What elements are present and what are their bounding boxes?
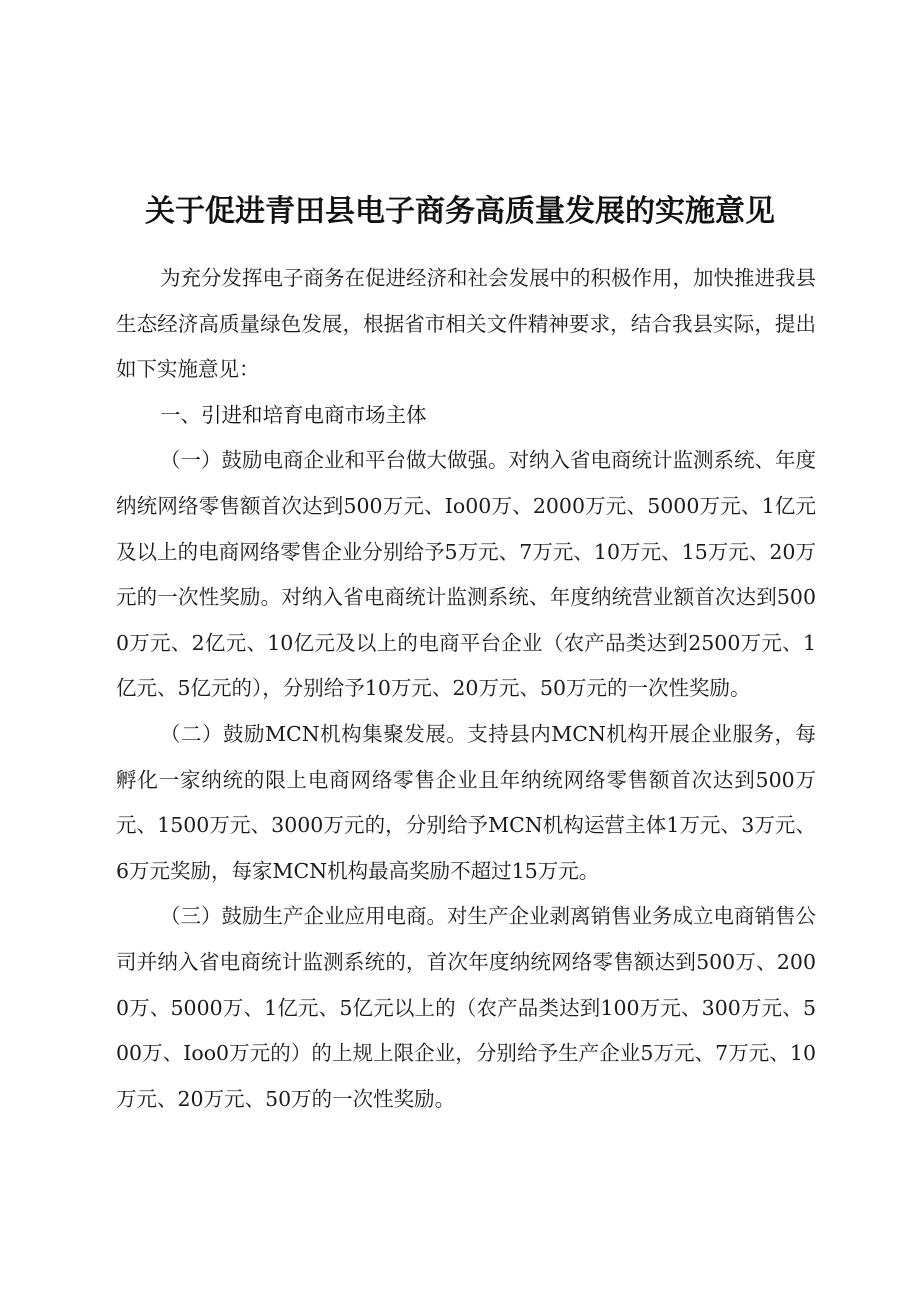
item-paragraph-1: （一）鼓励电商企业和平台做大做强。对纳入省电商统计监测系统、年度纳统网络零售额首次达到500万元、Io00万、2000万元、5000万元、1亿元及以上的电商网络零售企业分别给予5万元、7万元、10万元、15万元、20万元的一次性奖励。对纳入省电商统计监测系统、年度纳统营业额首次达到5000万元、2亿元、10亿元及以上的电商平台企业（农产品类达到2500万元、1亿元、5亿元的），分别给予10万元、20万元、50万元的一次性奖励。 <box>116 448 816 701</box>
section-heading: 一、引进和培育电商市场主体 <box>160 402 427 427</box>
intro-paragraph: 为充分发挥电子商务在促进经济和社会发展中的积极作用，加快推进我县生态经济高质量绿色发展，根据省市相关文件精神要求，结合我县实际，提出如下实施意见： <box>116 266 816 382</box>
document-body <box>116 256 816 1122</box>
document-title: 关于促进青田县电子商务高质量发展的实施意见 <box>145 194 775 229</box>
item-paragraph-2: （二）鼓励MCN机构集聚发展。支持县内MCN机构开展企业服务，每孵化一家纳统的限上电商网络零售企业且年纳统网络零售额首次达到500万元、1500万元、3000万元的，分别给予MCN机构运营主体1万元、3万元、6万元奖励，每家MCN机构最高奖励不超过15万元。 <box>116 721 816 883</box>
item-paragraph-3: （三）鼓励生产企业应用电商。对生产企业剥离销售业务成立电商销售公司并纳入省电商统计监测系统的，首次年度纳统网络零售额达到500万、2000万、5000万、1亿元、5亿元以上的（农产品类达到100万元、300万元、500万、Ioo0万元的）的上规上限企业，分别给予生产企业5万元、7万元、10万元、20万元、50万的一次性奖励。 <box>116 904 816 1111</box>
